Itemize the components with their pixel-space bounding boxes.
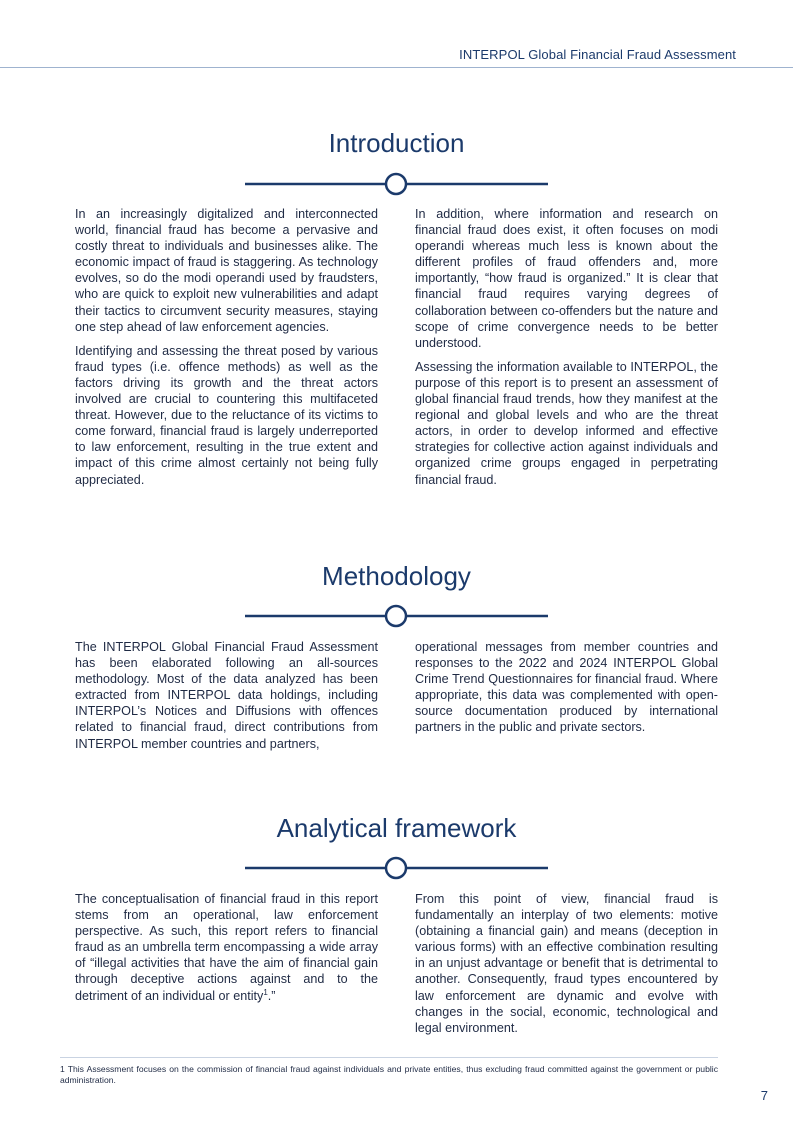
paragraph: In addition, where information and research on financial fraud does exist, it often focuses on modi operandi whereas much less is known about the different profiles of fraud offenders and, more importantly, “how fraud is organized.” It is clear that financial fraud requires varying degrees of collaboration between co-offenders but the nature and scope of crime convergence needs to be better understood. (415, 207, 718, 350)
running-header: INTERPOL Global Financial Fraud Assessment (459, 47, 736, 62)
paragraph (75, 891, 378, 1004)
section-title-introduction: Introduction (328, 128, 465, 158)
paragraph: Assessing the information available to INTERPOL, the purpose of this report is to present an assessment of global financial fraud trends, how they manifest at the regional and global levels and who are the threat actors, in order to develop informed and effective strategies for collective action against individuals and organized crime groups engaged in perpetrating financial fraud. (415, 359, 718, 487)
footnote-rule (60, 1057, 718, 1058)
paragraph: Identifying and assessing the threat posed by various fraud types (i.e. offence methods) as well as the factors driving its growth and the threat actors involved are crucial to countering this multifaceted threat. However, due to the reluctance of its victims to come forward, financial fraud is largely underreported to law enforcement, resulting in the true extent and impact of this crime almost certainly not being fully appreciated. (75, 343, 378, 487)
header-rule (0, 67, 793, 68)
paragraph: In an increasingly digitalized and interconnected world, financial fraud has become a pervasive and costly threat to individuals and businesses alike. The economic impact of fraud is staggering. As technology evolves, so do the modi operandi used by fraudsters, who are quick to exploit new vulnerabilities and adapt their tactics to circumvent security measures, staying one step ahead of law enforcement agencies. (75, 207, 378, 334)
introduction-right-column (415, 206, 718, 496)
analytical-framework-left-column (75, 891, 378, 1012)
methodology-left-column (75, 639, 378, 760)
paragraph: The INTERPOL Global Financial Fraud Assessment has been elaborated following an all-sources methodology. Most of the data analyzed has been extracted from INTERPOL data holdings, including INTERPOL’s Notices and Diffusions with offences related to financial fraud, direct contributions from INTERPOL member countries and partners, (75, 640, 378, 751)
analytical-framework-right-column (415, 891, 718, 1044)
footnote: 1 This Assessment focuses on the commission of financial fraud against individuals and private entities, thus excluding fraud committed against the government or public administration. (60, 1064, 718, 1085)
section-title-analytical-framework: Analytical framework (276, 813, 517, 843)
paragraph: operational messages from member countries and responses to the 2022 and 2024 INTERPOL Global Crime Trend Questionnaires for financial fraud. Where appropriate, this data was complemented with open-source documentation produced by international partners in the public and private sectors. (415, 640, 718, 735)
closing-quote: .” (267, 988, 276, 1003)
circle-divider-icon (245, 604, 548, 628)
paragraph: From this point of view, financial fraud is fundamentally an interplay of two elements: motive (obtaining a financial gain) and means (deception in various forms) with an effective combination resulting in an unjust advantage or benefit that is detrimental to another. Consequently, fraud types encountered by law enforcement are dynamic and evolve with changes in the social, economic, technological and legal environment. (415, 892, 718, 1035)
page-number: 7 (760, 1088, 768, 1103)
section-title-methodology: Methodology (322, 561, 471, 591)
methodology-right-column (415, 639, 718, 744)
circle-divider-icon (245, 856, 548, 880)
introduction-left-column (75, 206, 378, 496)
footnote-reference[interactable]: 1 (263, 987, 268, 997)
paragraph-text: The conceptualisation of financial fraud in this report stems from an operational, law enforcement perspective. As such, this report refers to financial fraud as an umbrella term encompassing a wide array of “illegal activities that have the aim of financial gain through deceptive actions against and to the detriment of an individual or entity (75, 892, 378, 1003)
circle-divider-icon (245, 172, 548, 196)
